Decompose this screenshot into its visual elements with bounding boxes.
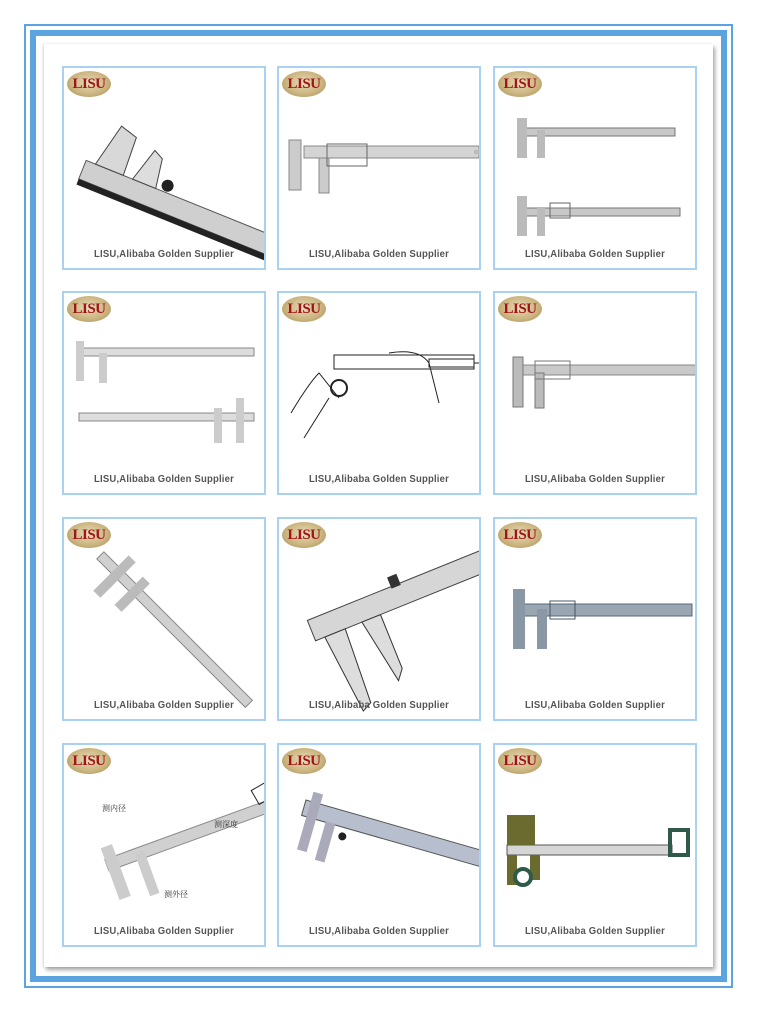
label-depth: 测深度 xyxy=(214,820,238,829)
product-card[interactable] xyxy=(277,66,481,270)
card-caption: LISU,Alibaba Golden Supplier xyxy=(309,926,449,937)
card-caption: LISU,Alibaba Golden Supplier xyxy=(309,700,449,711)
caliper-image xyxy=(495,745,695,945)
caliper-image xyxy=(495,519,695,719)
caliper-image xyxy=(279,519,479,719)
caliper-image xyxy=(64,519,264,719)
lisu-logo: LISU xyxy=(282,296,326,322)
product-card[interactable] xyxy=(62,517,266,721)
card-caption: LISU,Alibaba Golden Supplier xyxy=(94,926,234,937)
caliper-image xyxy=(495,293,695,493)
label-outer-diameter: 测外径 xyxy=(164,890,188,899)
card-caption: LISU,Alibaba Golden Supplier xyxy=(309,249,449,260)
lisu-logo: LISU xyxy=(498,296,542,322)
caliper-image xyxy=(279,293,479,493)
lisu-logo: LISU xyxy=(282,522,326,548)
caliper-image xyxy=(64,68,264,268)
product-card[interactable] xyxy=(493,291,697,495)
card-caption: LISU,Alibaba Golden Supplier xyxy=(525,474,665,485)
card-caption: LISU,Alibaba Golden Supplier xyxy=(525,249,665,260)
product-card[interactable] xyxy=(62,743,266,947)
card-caption: LISU,Alibaba Golden Supplier xyxy=(525,926,665,937)
lisu-logo: LISU xyxy=(498,748,542,774)
lisu-logo: LISU xyxy=(67,296,111,322)
product-card[interactable] xyxy=(277,517,481,721)
caliper-image xyxy=(279,745,479,945)
lisu-logo: LISU xyxy=(282,71,326,97)
card-caption: LISU,Alibaba Golden Supplier xyxy=(94,700,234,711)
lisu-logo: LISU xyxy=(67,71,111,97)
card-caption: LISU,Alibaba Golden Supplier xyxy=(525,700,665,711)
lisu-logo: LISU xyxy=(67,522,111,548)
card-caption: LISU,Alibaba Golden Supplier xyxy=(94,474,234,485)
product-card[interactable] xyxy=(493,743,697,947)
product-card[interactable] xyxy=(493,66,697,270)
product-card[interactable] xyxy=(277,743,481,947)
card-caption: LISU,Alibaba Golden Supplier xyxy=(309,474,449,485)
product-card[interactable] xyxy=(62,66,266,270)
lisu-logo: LISU xyxy=(498,71,542,97)
caliper-image xyxy=(64,745,264,945)
product-card[interactable] xyxy=(62,291,266,495)
product-card[interactable] xyxy=(493,517,697,721)
caliper-image xyxy=(279,68,479,268)
lisu-logo: LISU xyxy=(67,748,111,774)
lisu-logo: LISU xyxy=(282,748,326,774)
label-inner-diameter: 测内径 xyxy=(102,804,126,813)
caliper-image xyxy=(64,293,264,493)
caliper-image xyxy=(495,68,695,268)
lisu-logo: LISU xyxy=(498,522,542,548)
card-caption: LISU,Alibaba Golden Supplier xyxy=(94,249,234,260)
product-card[interactable] xyxy=(277,291,481,495)
